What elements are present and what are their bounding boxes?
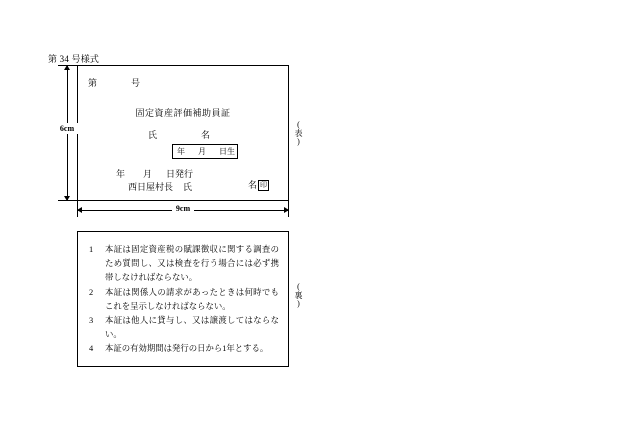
width-dimension xyxy=(77,201,289,219)
issuer-name-label: 氏 xyxy=(183,182,193,192)
certificate-number-suffix: 号 xyxy=(131,78,141,88)
rule-number: 4 xyxy=(89,344,94,354)
rule-text: 本証の有効期間は発行の日から1年とする。 xyxy=(105,344,269,354)
height-dimension-label: 6cm xyxy=(46,123,88,134)
seal-box: 印 xyxy=(260,181,268,189)
height-arrow-up-icon xyxy=(64,65,70,70)
name-row xyxy=(78,128,280,141)
issue-year-label: 年 xyxy=(116,169,126,179)
rule-number: 3 xyxy=(89,316,94,326)
front-card xyxy=(77,65,289,201)
front-side-marker: (表) xyxy=(294,120,303,146)
rule-number: 2 xyxy=(89,287,94,297)
certificate-title: 固定資産評価補助員証 xyxy=(135,108,231,118)
rule-text: 本証は他人に貸与し、又は譲渡してはならない。 xyxy=(105,316,279,340)
height-dimension xyxy=(58,65,78,201)
rule-item xyxy=(89,314,279,342)
seal-row xyxy=(248,178,269,191)
certificate-number-line xyxy=(88,76,140,89)
issue-month-label: 月 xyxy=(143,169,153,179)
birth-day-label: 日生 xyxy=(219,147,235,156)
name-value-label: 名 xyxy=(201,130,211,140)
width-dimension-label-wrap xyxy=(77,204,289,213)
back-side-marker: (裏) xyxy=(294,282,303,308)
certificate-number-prefix: 第 xyxy=(88,78,98,88)
name-label: 氏 xyxy=(147,130,157,140)
birthdate-box xyxy=(172,144,238,159)
rule-item xyxy=(89,342,279,356)
rule-item xyxy=(89,286,279,314)
width-dimension-label: 9cm xyxy=(172,204,194,213)
issue-date-row xyxy=(116,167,193,180)
rule-text: 本証は固定資産税の賦課徴収に関する調査のため質問し、又は検査を行う場合には必ず携帯しなければならない。 xyxy=(105,245,279,283)
height-arrow-down-icon xyxy=(64,196,70,201)
rule-number: 1 xyxy=(89,245,94,254)
issuer-title: 西日屋村長 xyxy=(128,182,174,192)
birth-month-label: 月 xyxy=(198,147,206,156)
rule-item xyxy=(89,243,279,286)
issuer-seal-label: 名 xyxy=(248,180,258,190)
issue-day-label: 日発行 xyxy=(166,169,194,179)
rule-text: 本証は関係人の請求があったときは何時でもこれを呈示しなければならない。 xyxy=(105,287,279,311)
back-card xyxy=(77,231,289,367)
form-number-label: 第 34 号様式 xyxy=(48,54,100,64)
issuer-row xyxy=(128,180,192,193)
birth-year-label: 年 xyxy=(177,147,185,156)
